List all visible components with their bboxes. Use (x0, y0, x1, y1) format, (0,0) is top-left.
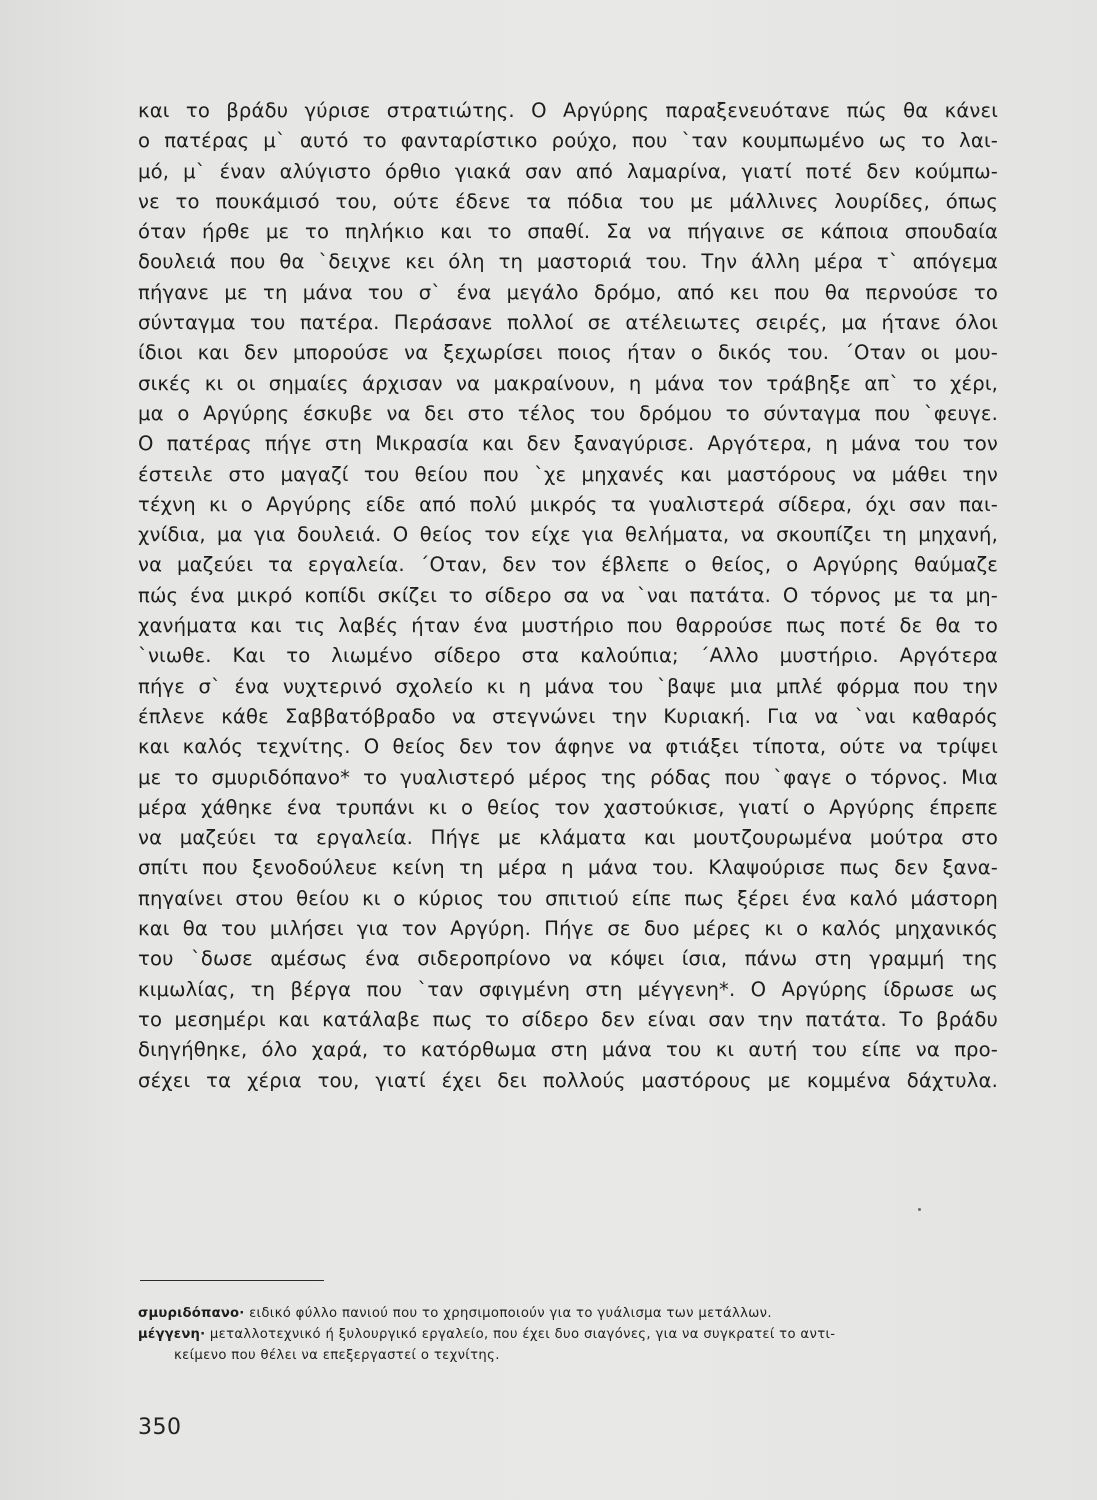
text-line: και καλός τεχνίτης. Ο θείος δεν τον άφηνε να φτιάξει τίποτα, ούτε να τρίψει (138, 735, 998, 759)
text-line: μό, μ` έναν αλύγιστο όρθιο γιακά σαν από λαμαρίνα, γιατί ποτέ δεν κούμπω- (138, 159, 998, 183)
text-line: όταν ήρθε με το πηλήκιο και το σπαθί. Σα να πήγαινε σε κάποια σπουδαία (138, 220, 998, 244)
footnote-definition: ειδικό φύλλο πανιού που το χρησιμοποιούν για το γυάλισμα των μετάλλων. (244, 1306, 772, 1321)
text-line: τέχνη κι ο Αργύρης είδε από πολύ μικρός τα γυαλιστερά σίδερα, όχι σαν παι- (138, 492, 998, 516)
text-line: και το βράδυ γύρισε στρατιώτης. Ο Αργύρης παραξενευότανε πώς θα κάνει (138, 99, 998, 122)
text-line: έπλενε κάθε Σαββατόβραδο να στεγνώνει την Κυριακή. Για να `ναι καθαρός (138, 704, 998, 728)
text-line: σπίτι που ξενοδούλευε κείνη τη μέρα η μάνα του. Κλαψούρισε πως δεν ξανα- (138, 856, 998, 880)
text-line: κιμωλίας, τη βέργα που `ταν σφιγμένη στη μέγγενη*. Ο Αργύρης ίδρωσε ως (138, 977, 998, 1001)
text-line: μα ο Αργύρης έσκυβε να δει στο τέλος του δρόμου το σύνταγμα που `φευγε. (138, 401, 998, 425)
footnote-term: μέγγενη· (138, 1327, 206, 1342)
text-line: σύνταγμα του πατέρα. Περάσανε πολλοί σε ατέλειωτες σειρές, μα ήτανε όλοι (138, 311, 998, 335)
page-number: 350 (138, 1415, 182, 1440)
text-line: να μαζεύει τα εργαλεία. Πήγε με κλάματα και μουτζουρωμένα μούτρα στο (138, 826, 998, 850)
footnotes (138, 1303, 998, 1366)
text-line: να μαζεύει τα εργαλεία. ΄Οταν, δεν τον έβλεπε ο θείος, ο Αργύρης θαύμαζε (138, 553, 998, 577)
text-line: το μεσημέρι και κατάλαβε πως το σίδερο δεν είναι σαν την πατάτα. Το βράδυ (138, 1007, 998, 1031)
footnote-continuation: κείμενο που θέλει να επεξεργαστεί ο τεχνίτης. (174, 1348, 500, 1363)
text-line-last: σέχει τα χέρια του, γιατί έχει δει πολλούς μαστόρους με κομμένα δάχτυλα. (138, 1068, 998, 1092)
text-line: με το σμυριδόπανο* το γυαλιστερό μέρος της ρόδας που `φαγε ο τόρνος. Μια (138, 765, 998, 789)
text-line: μέρα χάθηκε ένα τρυπάνι κι ο θείος τον χαστούκισε, γιατί ο Αργύρης έπρεπε (138, 795, 998, 819)
text-line: πώς ένα μικρό κοπίδι σκίζει το σίδερο σα να `ναι πατάτα. Ο τόρνος με τα μη- (138, 583, 998, 607)
text-line: δουλειά που θα `δειχνε κει όλη τη μαστοριά του. Την άλλη μέρα τ` απόγεμα (138, 250, 998, 274)
footnote-term: σμυριδόπανο· (138, 1306, 245, 1321)
text-line: νε το πουκάμισό του, ούτε έδενε τα πόδια του με μάλλινες λουρίδες, όπως (138, 189, 998, 213)
body-text (138, 96, 998, 1096)
text-line: διηγήθηκε, όλο χαρά, το κατόρθωμα στη μάνα του κι αυτή του είπε να προ- (138, 1038, 998, 1062)
text-line: πηγαίνει στου θείου κι ο κύριος του σπιτιού είπε πως ξέρει ένα καλό μάστορη (138, 886, 998, 910)
text-line: πήγανε με τη μάνα του σ` ένα μεγάλο δρόμο, από κει που θα περνούσε το (138, 280, 998, 304)
text-line: έστειλε στο μαγαζί του θείου που `χε μηχανές και μαστόρους να μάθει την (138, 462, 998, 486)
footnote-smyridopano (138, 1303, 998, 1324)
text-line: σικές κι οι σημαίες άρχισαν να μακραίνουν, η μάνα τον τράβηξε απ` το χέρι, (138, 371, 998, 395)
footnote-definition: μεταλλοτεχνικό ή ξυλουργικό εργαλείο, που έχει δυο σιαγόνες, για να συγκρατεί το αντι- (205, 1327, 836, 1342)
text-line: χνίδια, μα για δουλειά. Ο θείος τον είχε για θελήματα, να σκουπίζει τη μηχανή, (138, 523, 998, 547)
text-line: του `δωσε αμέσως ένα σιδεροπρίονο να κόψει ίσια, πάνω στη γραμμή της (138, 947, 998, 971)
text-line: χανήματα και τις λαβές ήταν ένα μυστήριο που θαρρούσε πως ποτέ δε θα το (138, 614, 998, 638)
text-line: ο πατέρας μ` αυτό το φανταρίστικο ρούχο, που `ταν κουμπωμένο ως το λαι- (138, 129, 998, 153)
print-speck (918, 1208, 921, 1211)
text-line: πήγε σ` ένα νυχτερινό σχολείο κι η μάνα του `βαψε μια μπλέ φόρμα που την (138, 674, 998, 698)
footnote-meggeni (138, 1324, 998, 1345)
text-line: ίδιοι και δεν μπορούσε να ξεχωρίσει ποιος ήταν ο δικός του. ΄Οταν οι μου- (138, 341, 998, 365)
text-line: Ο πατέρας πήγε στη Μικρασία και δεν ξαναγύρισε. Αργότερα, η μάνα του τον (138, 432, 998, 456)
text-line: και θα του μιλήσει για τον Αργύρη. Πήγε σε δυο μέρες κι ο καλός μηχανικός (138, 917, 998, 941)
footnote-rule (140, 1280, 324, 1281)
text-line: `νιωθε. Και το λιωμένο σίδερο στα καλούπια; ΄Αλλο μυστήριο. Αργότερα (138, 644, 998, 668)
